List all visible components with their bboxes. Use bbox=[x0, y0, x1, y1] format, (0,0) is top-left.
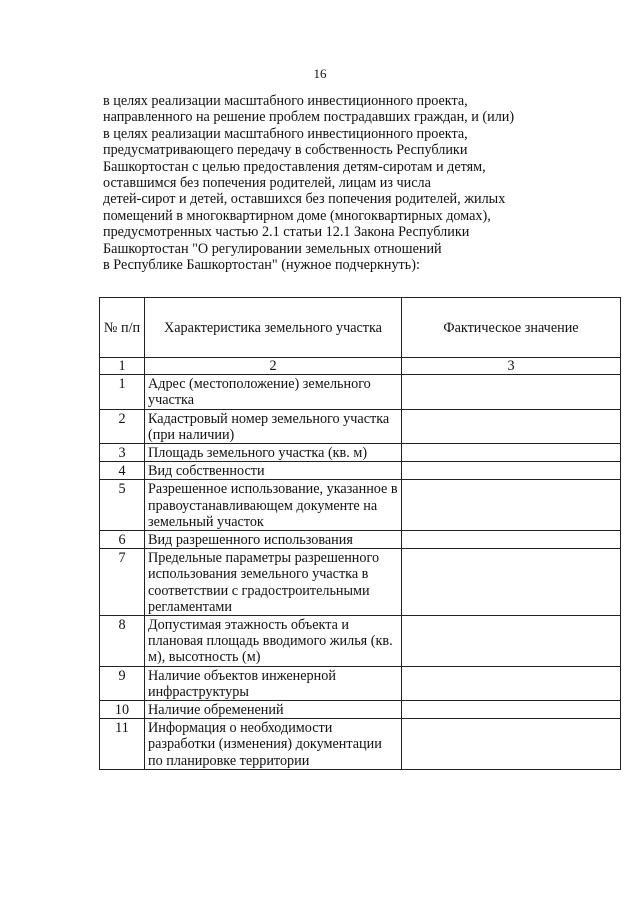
row-value bbox=[402, 462, 621, 480]
table-row bbox=[100, 444, 621, 462]
table-row bbox=[100, 549, 621, 616]
row-number: 3 bbox=[100, 444, 145, 462]
table-row bbox=[100, 666, 621, 700]
intro-line: в целях реализации масштабного инвестиционного проекта, bbox=[103, 125, 468, 142]
row-characteristic: Наличие объектов инженерной инфраструктуры bbox=[145, 666, 402, 700]
land-plot-table bbox=[99, 297, 621, 770]
page-number: 16 bbox=[313, 66, 327, 81]
row-number: 8 bbox=[100, 616, 145, 667]
table-row bbox=[100, 616, 621, 667]
row-characteristic: Вид собственности bbox=[145, 462, 402, 480]
row-value bbox=[402, 375, 621, 409]
row-number: 1 bbox=[100, 375, 145, 409]
intro-line: помещений в многоквартирном доме (многоквартирных домах), bbox=[103, 207, 491, 224]
row-number: 6 bbox=[100, 531, 145, 549]
row-characteristic: Вид разрешенного использования bbox=[145, 531, 402, 549]
row-value bbox=[402, 531, 621, 549]
row-characteristic: Адрес (местоположение) земельного участка bbox=[145, 375, 402, 409]
header-value: Фактическое значение bbox=[402, 298, 621, 358]
table-row bbox=[100, 375, 621, 409]
row-characteristic: Кадастровый номер земельного участка (при наличии) bbox=[145, 409, 402, 443]
row-value bbox=[402, 616, 621, 667]
table-row bbox=[100, 701, 621, 719]
row-number: 4 bbox=[100, 462, 145, 480]
column-index: 3 bbox=[402, 358, 621, 375]
row-characteristic: Разрешенное использование, указанное в правоустанавливающем документе на земельный участок bbox=[145, 480, 402, 531]
row-number: 7 bbox=[100, 549, 145, 616]
row-number: 2 bbox=[100, 409, 145, 443]
intro-line: детей-сирот и детей, оставшихся без попечения родителей, жилых bbox=[103, 191, 506, 208]
intro-line: направленного на решение проблем пострадавших граждан, и (или) bbox=[103, 109, 515, 126]
table-row bbox=[100, 409, 621, 443]
column-index: 2 bbox=[145, 358, 402, 375]
header-characteristic: Характеристика земельного участка bbox=[145, 298, 402, 358]
table-header-row bbox=[100, 298, 621, 358]
row-characteristic: Наличие обременений bbox=[145, 701, 402, 719]
intro-line: предусматривающего передачу в собственность Республики bbox=[103, 142, 468, 159]
row-characteristic: Допустимая этажность объекта и плановая площадь вводимого жилья (кв. м), высотность (м) bbox=[145, 616, 402, 667]
column-index: 1 bbox=[100, 358, 145, 375]
row-value bbox=[402, 719, 621, 770]
row-characteristic: Предельные параметры разрешенного использования земельного участка в соответствии с градостроительными регламентами bbox=[145, 549, 402, 616]
row-value bbox=[402, 549, 621, 616]
intro-line: Башкортостан "О регулировании земельных отношений bbox=[103, 240, 442, 257]
intro-line: в целях реализации масштабного инвестиционного проекта, bbox=[103, 93, 468, 109]
row-number: 9 bbox=[100, 666, 145, 700]
header-number: № п/п bbox=[100, 298, 145, 358]
table-row bbox=[100, 531, 621, 549]
intro-line: в Республике Башкортостан" (нужное подчеркнуть): bbox=[103, 257, 420, 274]
intro-paragraph bbox=[103, 93, 583, 273]
intro-line: Башкортостан с целью предоставления детям-сиротам и детям, bbox=[103, 158, 486, 175]
row-characteristic: Площадь земельного участка (кв. м) bbox=[145, 444, 402, 462]
row-value bbox=[402, 409, 621, 443]
row-value bbox=[402, 666, 621, 700]
row-number: 10 bbox=[100, 701, 145, 719]
intro-line: предусмотренных частью 2.1 статьи 12.1 Закона Республики bbox=[103, 224, 470, 241]
row-value bbox=[402, 701, 621, 719]
row-characteristic: Информация о необходимости разработки (изменения) документации по планировке территории bbox=[145, 719, 402, 770]
row-number: 5 bbox=[100, 480, 145, 531]
row-number: 11 bbox=[100, 719, 145, 770]
intro-line: оставшимся без попечения родителей, лицам из числа bbox=[103, 175, 431, 192]
table-row bbox=[100, 462, 621, 480]
table-row bbox=[100, 480, 621, 531]
table-row bbox=[100, 719, 621, 770]
column-index-row bbox=[100, 358, 621, 375]
row-value bbox=[402, 444, 621, 462]
row-value bbox=[402, 480, 621, 531]
